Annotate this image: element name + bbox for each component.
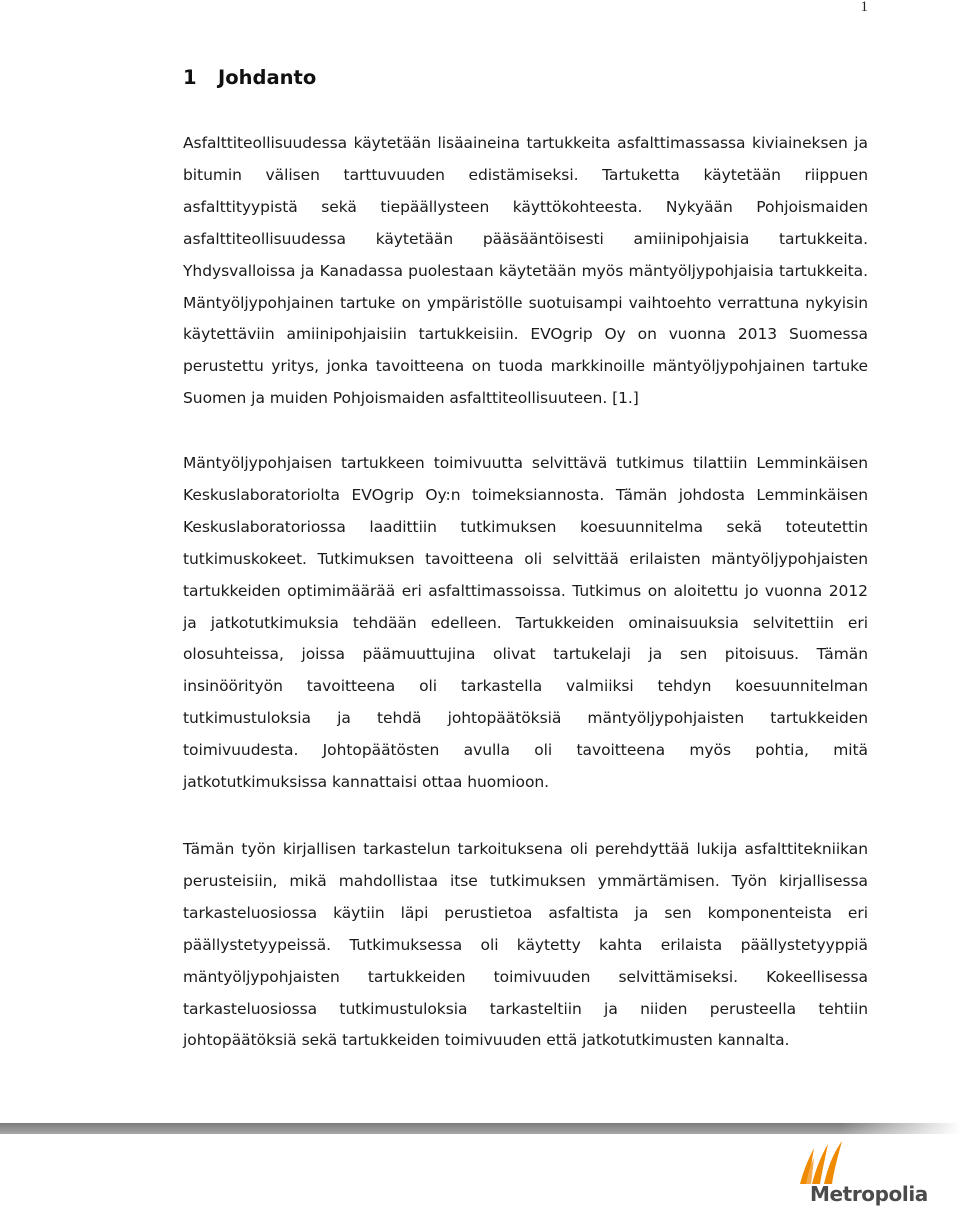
page-number: 1 — [860, 0, 868, 15]
section-title: Johdanto — [218, 66, 317, 89]
paragraph-1: Asfalttiteollisuudessa käytetään lisäaineina tartukkeita asfalttimassassa kiviaineksen ja bitumin välisen tarttuvuuden edistämiseksi. Tartuketta käytetään riippuen asfalttityypistä sekä tiepäällysteen käyttökohteesta. Nykyään Pohjoismaiden asfalttiteollisuudessa käytetään pääsääntöisesti amiinipohjaisia tartukkeita. Yhdysvalloissa ja Kanadassa puolestaan käytetään myös mäntyöljypohjaisia tartukkeita. Mäntyöljypohjainen tartuke on ympäristölle suotuisampi vaihtoehto verrattuna nykyisin käytettäviin amiinipohjaisiin tartukkeisiin. EVOgrip Oy on vuonna 2013 Suomessa perustettu yritys, jonka tavoitteena on tuoda markkinoille mäntyöljypohjainen tartuke Suomen ja muiden Pohjoismaiden asfalttiteollisuuteen. [1.] — [183, 134, 868, 408]
paragraph-3: Tämän työn kirjallisen tarkastelun tarkoituksena oli perehdyttää lukija asfalttitekniikan perusteisiin, mikä mahdollistaa itse tutkimuksen ymmärtämisen. Työn kirjallisessa tarkasteluosiossa käytiin läpi perustietoa asfaltista ja sen komponenteista eri päällystetyypeissä. Tutkimuksessa oli käytetty kahta erilaista päällystetyyppiä mäntyöljypohjaisten tartukkeiden toimivuuden selvittämiseksi. Kokeellisessa tarkasteluosiossa tutkimustuloksia tarkasteltiin ja niiden perusteella tehtiin johtopäätöksiä sekä tartukkeiden toimivuuden että jatkotutkimusten kannalta. — [183, 840, 868, 1050]
metropolia-flame-icon — [792, 1138, 932, 1186]
logo-text: Metropolia — [810, 1182, 928, 1206]
footer-bar — [0, 1123, 960, 1134]
paragraph-2: Mäntyöljypohjaisen tartukkeen toimivuutta selvittävä tutkimus tilattiin Lemminkäisen Keskuslaboratoriolta EVOgrip Oy:n toimeksiannosta. Tämän johdosta Lemminkäisen Keskuslaboratoriossa laadittiin tutkimuksen koesuunnitelma sekä toteutettin tutkimuskokeet. Tutkimuksen tavoitteena oli selvittää erilaisten mäntyöljypohjaisten tartukkeiden optimimäärää eri asfalttimassoissa. Tutkimus on aloitettu jo vuonna 2012 ja jatkotutkimuksia tehdään edelleen. Tartukkeiden ominaisuuksia selvitettiin eri olosuhteissa, joissa päämuuttujina olivat tartukelaji ja sen pitoisuus. Tämän insinöörityön tavoitteena oli tarkastella valmiiksi tehdyn koesuunnitelman tutkimustuloksia ja tehdä johtopäätöksiä mäntyöljypohjaisten tartukkeiden toimivuudesta. Johtopäätösten avulla oli tavoitteena myös pohtia, mitä jatkotutkimuksissa kannattaisi ottaa huomioon. — [183, 454, 868, 792]
metropolia-logo — [792, 1138, 932, 1208]
section-number: 1 — [183, 66, 197, 89]
section-heading — [183, 66, 316, 89]
